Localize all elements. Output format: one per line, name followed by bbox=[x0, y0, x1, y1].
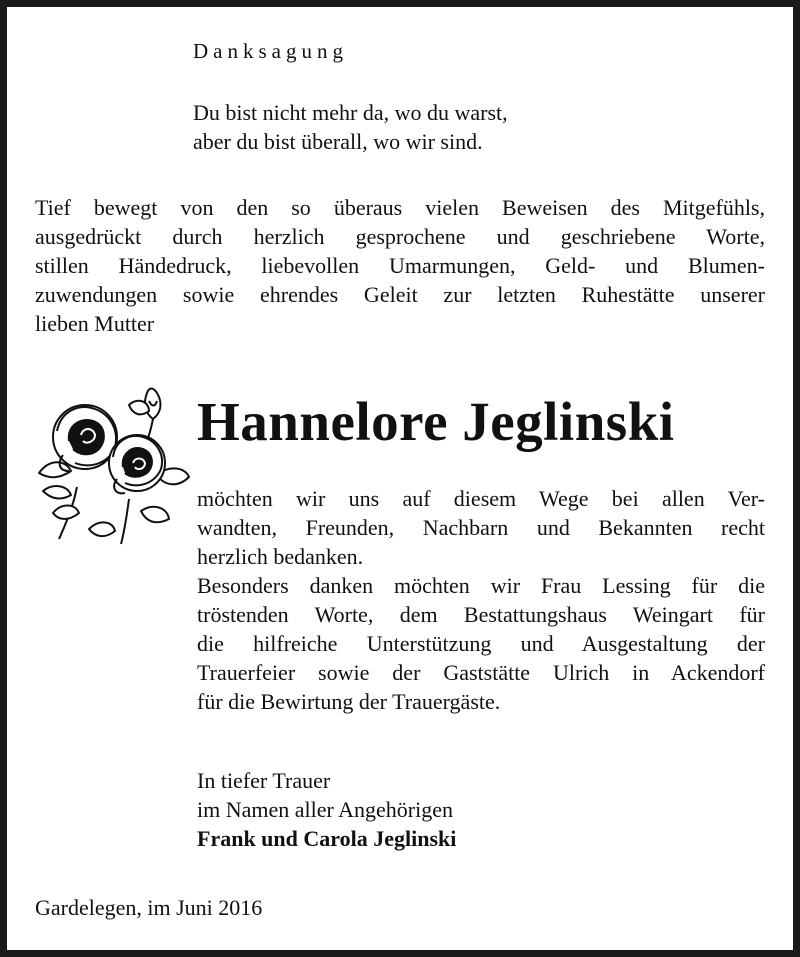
thanks-line-4: Besonders danken möchten wir Frau Lessing für die bbox=[197, 573, 765, 598]
thanks-line-5: tröstenden Worte, dem Bestattungshaus Weingart für bbox=[197, 602, 765, 627]
rose-icon bbox=[29, 379, 199, 549]
signature-line-1: In tiefer Trauer bbox=[197, 768, 331, 793]
thanks-line-7: Trauerfeier sowie der Gaststätte Ulrich in Ackendorf bbox=[197, 660, 765, 685]
intro-line-1: Tief bewegt von den so überaus vielen Beweisen des Mitgefühls, bbox=[35, 195, 765, 220]
signature-block bbox=[197, 766, 793, 853]
thanks-line-8: für die Bewirtung der Trauergäste. bbox=[197, 689, 501, 714]
intro-line-2: ausgedrückt durch herzlich gesprochene und geschriebene Worte, bbox=[35, 224, 765, 249]
thanks-paragraph bbox=[197, 484, 765, 716]
heading-title: Danksagung bbox=[193, 39, 348, 63]
notice-heading bbox=[193, 37, 793, 66]
quote-line-2: aber du bist überall, wo wir sind. bbox=[193, 129, 483, 154]
deceased-name: Hannelore Jeglinski bbox=[197, 391, 675, 452]
thanks-line-2: wandten, Freunden, Nachbarn und Bekannten recht bbox=[197, 515, 765, 540]
quote-line-1: Du bist nicht mehr da, wo du warst, bbox=[193, 100, 508, 125]
place-date: Gardelegen, im Juni 2016 bbox=[35, 895, 263, 920]
thanks-line-1: möchten wir uns auf diesem Wege bei allen Ver- bbox=[197, 486, 765, 511]
obituary-notice bbox=[7, 7, 793, 950]
signature-line-2: im Namen aller Angehörigen bbox=[197, 797, 453, 822]
thanks-line-3: herzlich bedanken. bbox=[197, 544, 364, 569]
intro-line-5: lieben Mutter bbox=[35, 311, 155, 336]
quote-block bbox=[193, 98, 793, 156]
footer bbox=[35, 893, 793, 922]
thanks-line-6: die hilfreiche Unterstützung und Ausgestaltung der bbox=[197, 631, 765, 656]
intro-line-3: stillen Händedruck, liebevollen Umarmungen, Geld- und Blumen- bbox=[35, 253, 765, 278]
intro-paragraph bbox=[35, 193, 765, 338]
intro-line-4: zuwendungen sowie ehrendes Geleit zur letzten Ruhestätte unserer bbox=[35, 282, 765, 307]
signature-names: Frank und Carola Jeglinski bbox=[197, 826, 457, 851]
